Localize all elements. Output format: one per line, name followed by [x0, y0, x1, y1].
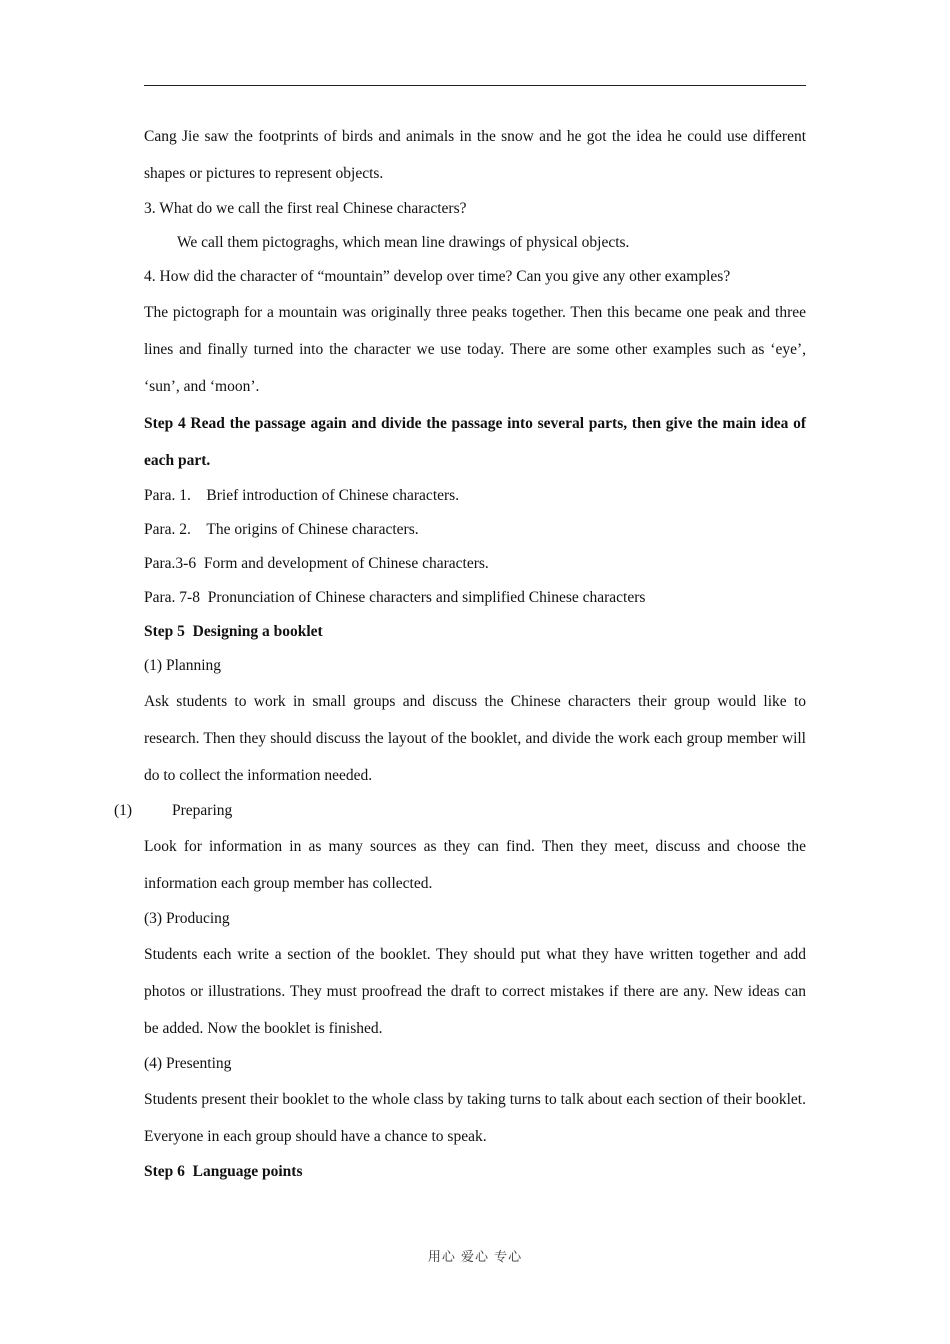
para-2-summary: [144, 513, 806, 547]
answer-3: We call them pictograghs, which mean line drawings of physical objects.: [177, 234, 630, 251]
preparing-number: (1): [114, 802, 133, 819]
question-4: 4. How did the character of “mountain” develop over time? Can you give any other examples?: [144, 268, 731, 285]
preparing-text: Look for information in as many sources as they can find. Then they meet, discuss and choose the information each group member has collected.: [144, 838, 806, 892]
para-1-number: Para. 1.: [144, 487, 191, 504]
para-3-6-summary: Para.3-6 Form and development of Chinese characters.: [144, 555, 489, 572]
para-1-summary: [144, 479, 806, 513]
answer-4: The pictograph for a mountain was originally three peaks together. Then this became one peak and three lines and finally turned into the character we use today. There are some other examples such as ‘eye’, ‘sun’, and ‘moon’.: [144, 304, 806, 395]
step-5-heading: Step 5 Designing a booklet: [144, 623, 323, 640]
planning-heading: (1) Planning: [144, 657, 222, 674]
para-1-text: Brief introduction of Chinese characters.: [206, 487, 460, 504]
question-3: 3. What do we call the first real Chinese characters?: [144, 200, 467, 217]
document-body: [114, 118, 806, 1189]
paragraph-cang-jie: Cang Jie saw the footprints of birds and animals in the snow and he got the idea he could use different shapes or pictures to represent objects.: [144, 128, 806, 182]
step-4-heading: Step 4 Read the passage again and divide the passage into several parts, then give the main idea of each part.: [144, 415, 806, 469]
page-footer: 用心 爱心 专心: [427, 1250, 523, 1265]
para-2-number: Para. 2.: [144, 521, 191, 538]
para-2-text: The origins of Chinese characters.: [206, 521, 419, 538]
preparing-label: Preparing: [172, 802, 233, 819]
presenting-text: Students present their booklet to the whole class by taking turns to talk about each section of their booklet. Everyone in each group should have a chance to speak.: [144, 1091, 806, 1145]
planning-text: Ask students to work in small groups and discuss the Chinese characters their group would like to research. Then they should discuss the layout of the booklet, and divide the work each group member will do to collect the information needed.: [144, 693, 806, 784]
producing-heading: (3) Producing: [144, 910, 230, 927]
producing-text: Students each write a section of the booklet. They should put what they have written together and add photos or illustrations. They must proofread the draft to correct mistakes if there are any. New ideas can be added. Now the booklet is finished.: [144, 946, 806, 1037]
header-rule: [144, 85, 806, 86]
para-7-8-summary: Para. 7-8 Pronunciation of Chinese characters and simplified Chinese characters: [144, 589, 646, 606]
preparing-heading: [114, 794, 806, 828]
step-6-heading: Step 6 Language points: [144, 1163, 303, 1180]
presenting-heading: (4) Presenting: [144, 1055, 232, 1072]
